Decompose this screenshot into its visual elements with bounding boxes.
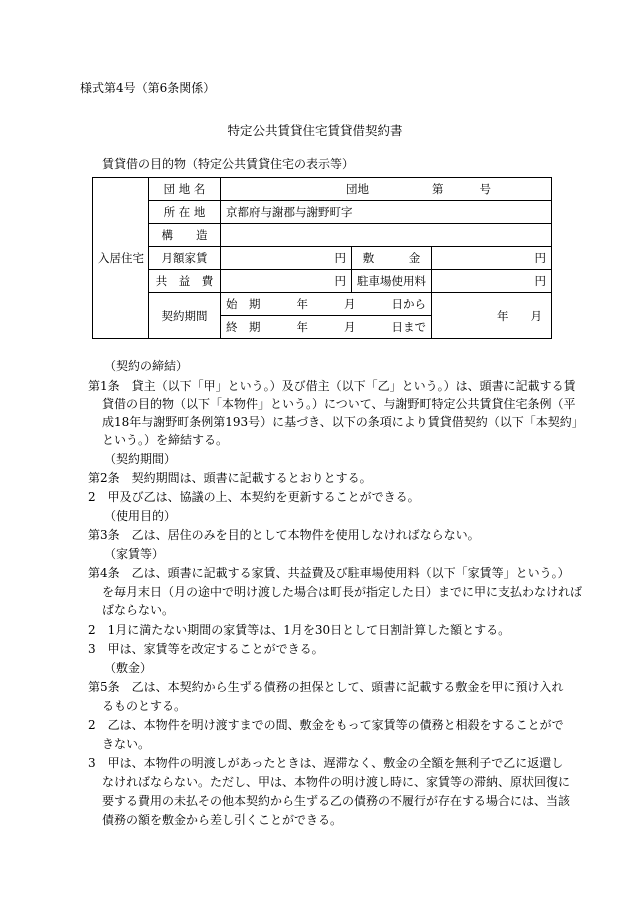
end-month: 月	[344, 320, 356, 334]
row-rent	[93, 247, 552, 270]
dai-text: 第	[432, 182, 444, 196]
common-label: 共 益 費	[149, 270, 221, 293]
structure-value	[221, 224, 552, 247]
rent-label: 月額家賃	[149, 247, 221, 270]
parking-label: 駐車場使用料	[352, 270, 432, 293]
article-1-line: 成18年与謝野町条例第193号）に基づき、以下の条項により賃貸借契約（以下「本契約」	[102, 415, 584, 429]
rent-yen: 円	[221, 247, 352, 270]
end-label: 終 期	[226, 320, 261, 334]
article-4-line: を毎月末日（月の途中で明け渡した場合は町長が指定した日）までに甲に支払わなければ	[102, 585, 583, 599]
row-structure	[93, 224, 552, 247]
deposit-label: 敷 金	[352, 247, 432, 270]
heading-deposit: （敷金）	[104, 661, 153, 675]
start-label: 始 期	[226, 297, 261, 311]
deposit-yen: 円	[432, 247, 552, 270]
danchi-value: 団地	[346, 182, 369, 196]
start-day: 日から	[391, 297, 426, 311]
article-4-line: 第4条 乙は、頭書に記載する家賃、共益費及び駐車場使用料（以下「家賃等」という。）	[88, 566, 570, 580]
row-common	[93, 270, 552, 293]
document-title: 特定公共賃貸住宅賃貸借契約書	[227, 123, 403, 138]
end-day: 日まで	[391, 320, 426, 334]
row-period-start	[93, 293, 552, 316]
location-value: 京都府与謝郡与謝野町字	[221, 201, 552, 224]
article-5-line: 第5条 乙は、本契約から生ずる債務の担保として、頭書に記載する敷金を甲に預け入れ	[88, 680, 564, 694]
row-danchi	[93, 178, 552, 201]
structure-label: 構 造	[149, 224, 221, 247]
danchi-label: 団 地 名	[149, 178, 221, 201]
article-2-line: 第2条 契約期間は、頭書に記載するとおりとする。	[88, 471, 372, 485]
end-year: 年	[296, 320, 308, 334]
article-5-line: るものとする。	[102, 699, 187, 713]
group-label: 入居住宅	[93, 178, 149, 339]
period-month: 月	[530, 308, 542, 323]
article-2-para-2: 2 甲及び乙は、協議の上、本契約を更新することができる。	[88, 490, 420, 504]
property-table	[92, 177, 552, 339]
location-label: 所 在 地	[149, 201, 221, 224]
common-yen: 円	[221, 270, 352, 293]
row-location	[93, 201, 552, 224]
start-month: 月	[344, 297, 356, 311]
article-4-para-2: 2 1月に満たない期間の家賃等は、1月を30日として日割計算した額とする。	[88, 623, 511, 637]
heading-rent: （家賃等）	[104, 547, 165, 561]
article-1-line: 貸借の目的物（以下「本物件」という。）について、与謝野町特定公共賃貸住宅条例（平	[102, 397, 576, 411]
article-5-para-3: 3 甲は、本物件の明渡しがあったときは、遅滞なく、敷金の全額を無利子で乙に返還し	[88, 756, 564, 770]
period-label: 契約期間	[149, 293, 221, 339]
parking-yen: 円	[432, 270, 552, 293]
article-5-para-2: 2 乙は、本物件を明け渡すまでの間、敷金をもって家賃等の債務と相殺をすることがで	[88, 718, 564, 732]
article-1-line: という。）を締結する。	[102, 433, 229, 447]
article-4-line: ばならない。	[102, 603, 175, 617]
go-text: 号	[479, 182, 491, 196]
article-5-para-3: 要する費用の未払その他本契約から生ずる乙の債務の不履行が存在する場合には、当該	[102, 794, 571, 808]
form-number: 様式第4号（第6条関係）	[80, 81, 216, 95]
article-4-para-3: 3 甲は、家賃等を改定することができる。	[88, 642, 324, 656]
subject-heading: 賃貸借の目的物（特定公共賃貸住宅の表示等）	[102, 157, 355, 171]
article-5-para-3: 債務の額を敷金から差し引くことができる。	[102, 813, 343, 827]
heading-contract: （契約の締結）	[104, 359, 189, 373]
article-1-line: 第1条 貸主（以下「甲」という。）及び借主（以下「乙」という。）は、頭書に記載する賃	[88, 379, 576, 393]
start-year: 年	[296, 297, 308, 311]
heading-purpose: （使用目的）	[104, 509, 177, 523]
article-5-para-2: きない。	[102, 737, 151, 751]
period-year: 年	[497, 308, 509, 323]
article-5-para-3: なければならない。ただし、甲は、本物件の明け渡し時に、家賃等の滞納、原状回復に	[102, 775, 571, 789]
heading-period: （契約期間）	[104, 452, 177, 466]
article-3-line: 第3条 乙は、居住のみを目的として本物件を使用しなければならない。	[88, 528, 480, 542]
